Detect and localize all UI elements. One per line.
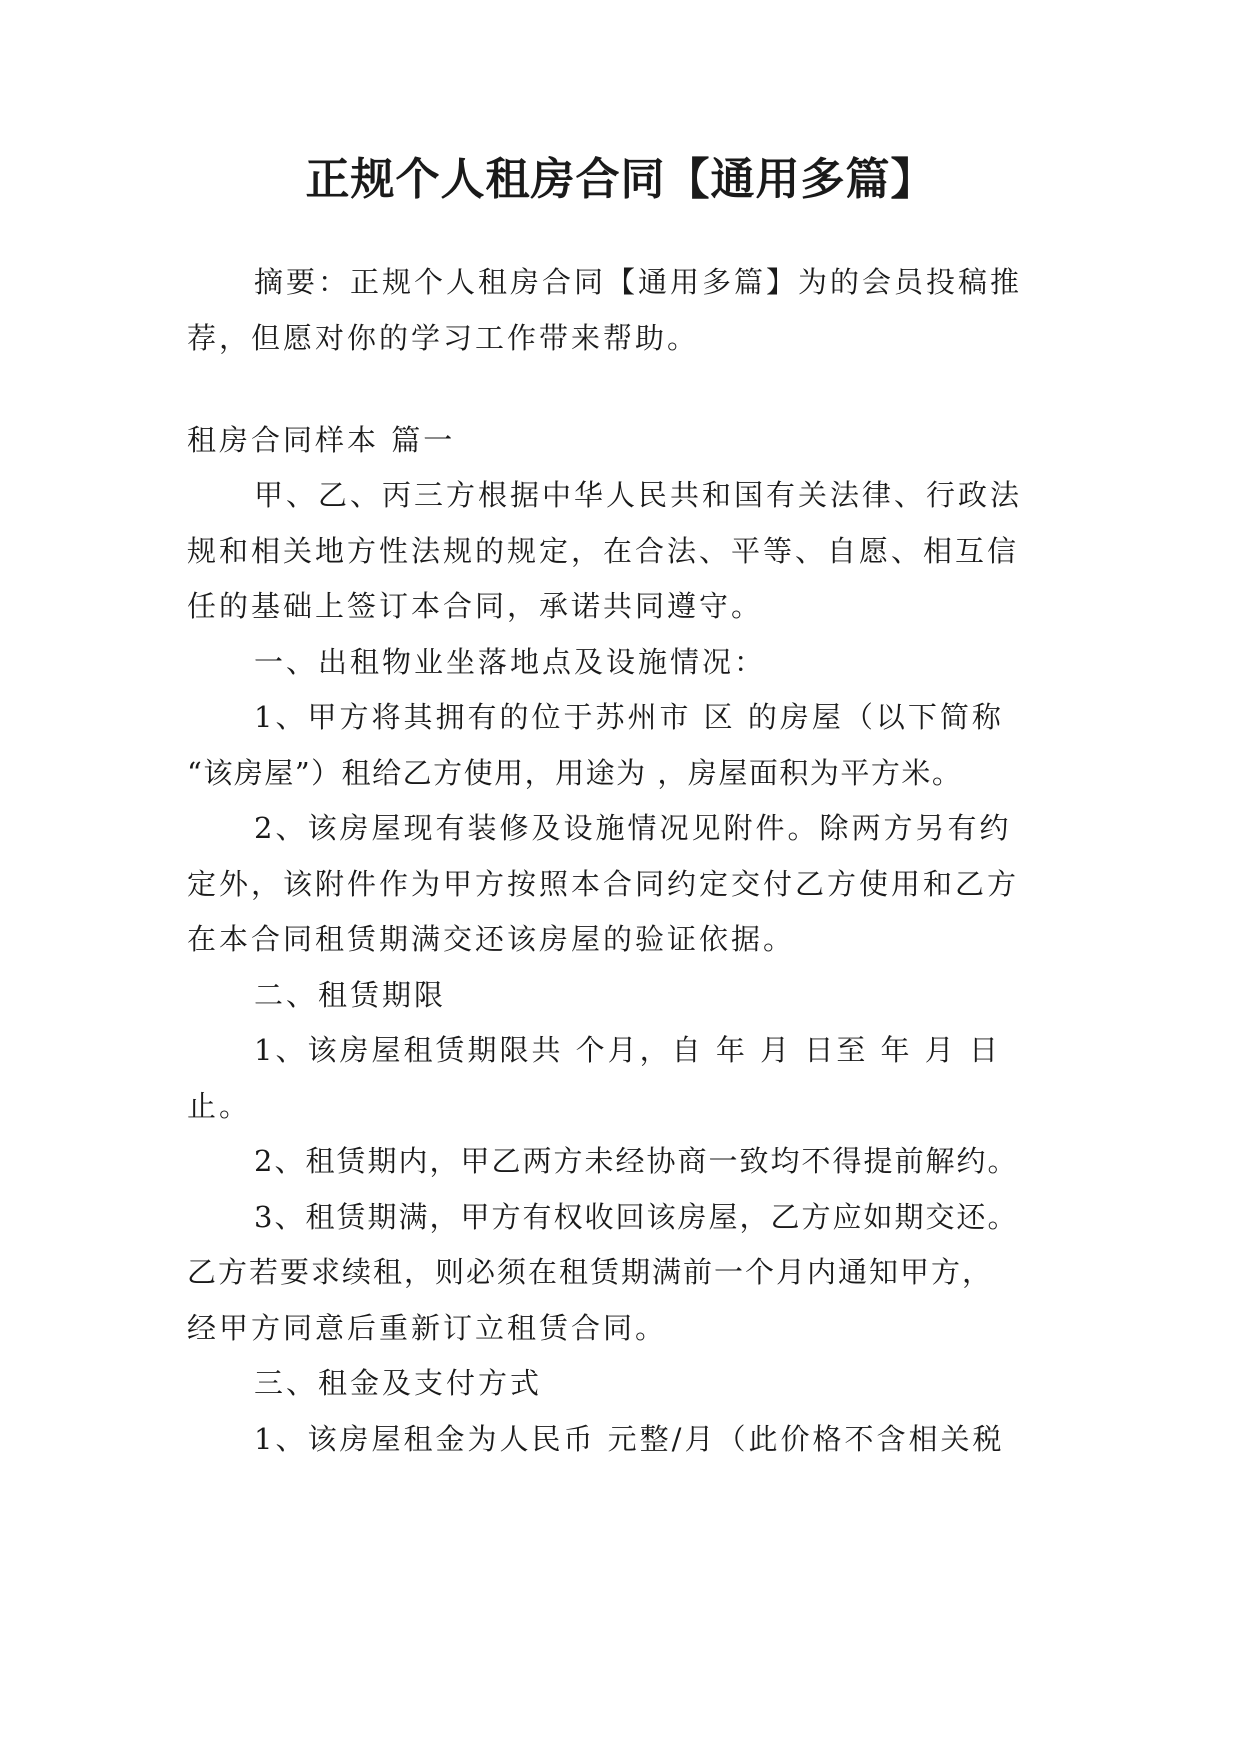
- paragraph-line: 2、该房屋现有装修及设施情况见附件。除两方另有约: [254, 811, 1012, 845]
- paragraph-line: 甲、乙、丙三方根据中华人民共和国有关法律、行政法: [254, 478, 1023, 512]
- paragraph-line: 1、该房屋租赁期限共 个月，自 年 月 日至 年 月 日: [254, 1033, 1001, 1067]
- paragraph-line: 2、租赁期内，甲乙两方未经协商一致均不得提前解约。: [254, 1144, 1019, 1178]
- paragraph-line: 规和相关地方性法规的规定，在合法、平等、自愿、相互信: [187, 534, 1020, 568]
- paragraph-line: “该房屋”）租给乙方使用，用途为 ，房屋面积为平方米。: [187, 756, 963, 790]
- paragraph-line: 1、该房屋租金为人民币 元整/月（此价格不含相关税: [254, 1422, 1005, 1456]
- abstract-line-1: 摘要：正规个人租房合同【通用多篇】为的会员投稿推: [254, 265, 1023, 299]
- clause-heading-2: 二、租赁期限: [254, 978, 447, 1012]
- section-heading-sample-1: 租房合同样本 篇一: [187, 423, 456, 457]
- document-title: 正规个人租房合同【通用多篇】: [305, 154, 936, 205]
- paragraph-line: 乙方若要求续租，则必须在租赁期满前一个月内通知甲方，: [187, 1255, 994, 1289]
- paragraph-line: 在本合同租赁期满交还该房屋的验证依据。: [187, 922, 796, 956]
- clause-heading-3: 三、租金及支付方式: [254, 1366, 543, 1400]
- paragraph-line: 止。: [187, 1089, 252, 1123]
- paragraph-line: 3、租赁期满，甲方有权收回该房屋，乙方应如期交还。: [254, 1200, 1019, 1234]
- clause-heading-1: 一、出租物业坐落地点及设施情况：: [254, 645, 767, 679]
- paragraph-line: 1、甲方将其拥有的位于苏州市 区 的房屋（以下简称: [254, 700, 1004, 734]
- paragraph-line: 定外，该附件作为甲方按照本合同约定交付乙方使用和乙方: [187, 867, 1020, 901]
- abstract-line-2: 荐，但愿对你的学习工作带来帮助。: [187, 321, 700, 355]
- paragraph-line: 经甲方同意后重新订立租赁合同。: [187, 1311, 668, 1345]
- paragraph-line: 任的基础上签订本合同，承诺共同遵守。: [187, 589, 764, 623]
